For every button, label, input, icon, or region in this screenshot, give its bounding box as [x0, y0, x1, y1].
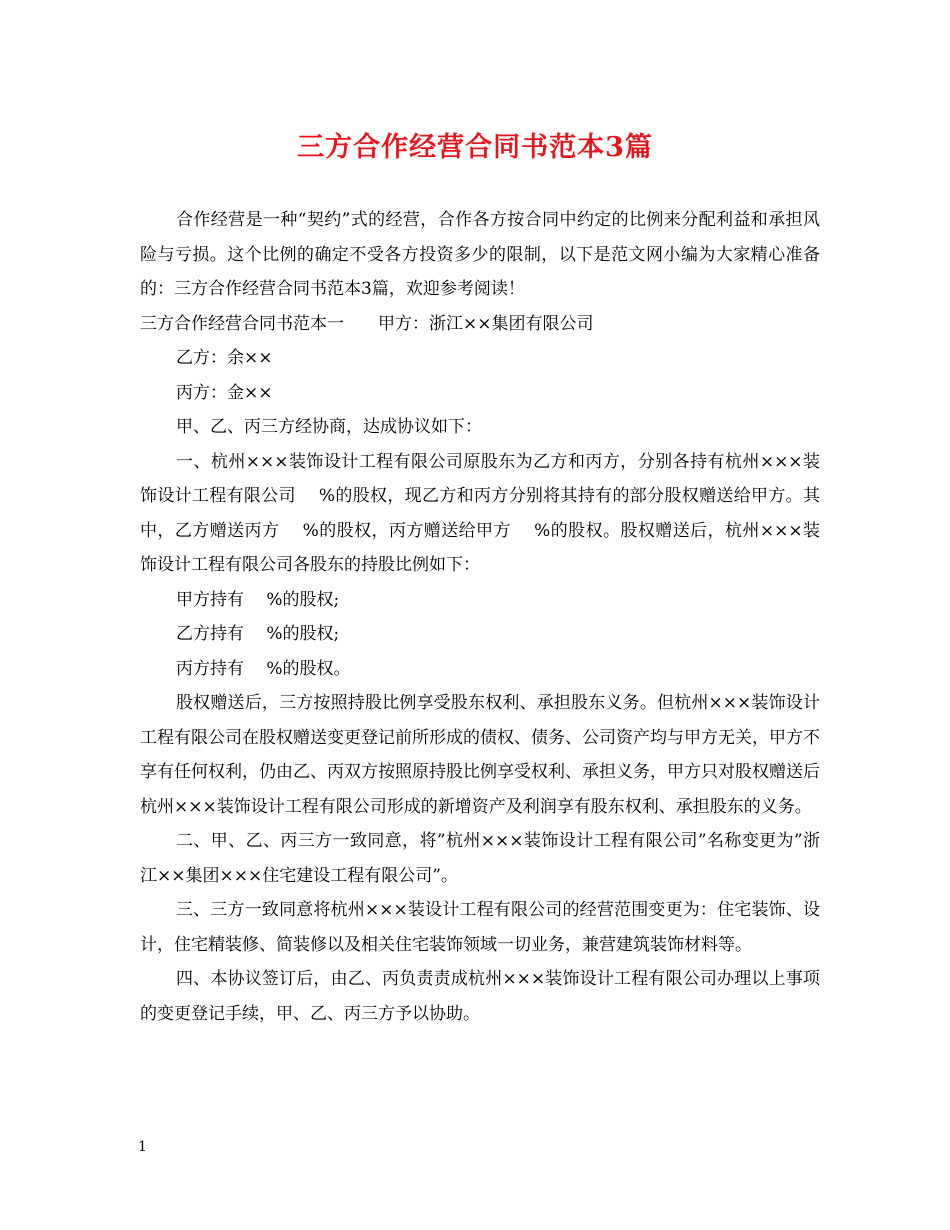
- clause-one: 一、杭州×××装饰设计工程有限公司原股东为乙方和丙方，分别各持有杭州×××装饰设计工程有限公司 %的股权，现乙方和丙方分别将其持有的部分股权赠送给甲方。其中，乙方赠送丙方 %的股权，丙方赠送给甲方 %的股权。股权赠送后，杭州×××装饰设计工程有限公司各股东的持股比例如下：: [140, 451, 820, 575]
- document-body: [140, 203, 820, 1031]
- document-title: 三方合作经营合同书范本3篇: [297, 132, 653, 163]
- intro-paragraph: 合作经营是一种“契约”式的经营，合作各方按合同中约定的比例来分配利益和承担风险与亏损。这个比例的确定不受各方投资多少的限制，以下是范文网小编为大家精心准备的：三方合作经营合同书范本3篇，欢迎参考阅读！: [140, 210, 820, 299]
- party-c-line: 丙方：金××: [176, 382, 273, 403]
- clause-four: 四、本协议签订后，由乙、丙负责责成杭州×××装饰设计工程有限公司办理以上事项的变更登记手续，甲、乙、丙三方予以协助。: [140, 969, 820, 1024]
- agreement-intro: 甲、乙、丙三方经协商，达成协议如下：: [176, 417, 482, 437]
- party-a-line: 三方合作经营合同书范本一 甲方：浙江××集团有限公司: [140, 313, 594, 334]
- clause-two: 二、甲、乙、丙三方一致同意，将”杭州×××装饰设计工程有限公司”名称变更为”浙江××集团×××住宅建设工程有限公司”。: [140, 831, 820, 886]
- rights-paragraph: 股权赠送后，三方按照持股比例享受股东权利、承担股东义务。但杭州×××装饰设计工程有限公司在股权赠送变更登记前所形成的债权、债务、公司资产均与甲方无关，甲方不享有任何权利，仍由乙、丙双方按照原持股比例享受权利、承担义务，甲方只对股权赠送后杭州×××装饰设计工程有限公司形成的新增资产及利润享有股东权利、承担股东的义务。: [140, 693, 820, 817]
- page-number: 1: [138, 1139, 147, 1155]
- share-party-b: 乙方持有 %的股权;: [176, 624, 340, 644]
- share-party-c: 丙方持有 %的股权。: [176, 658, 351, 679]
- clause-three: 三、三方一致同意将杭州×××装设计工程有限公司的经营范围变更为：住宅装饰、设计，住宅精装修、简装修以及相关住宅装饰领域一切业务，兼营建筑装饰材料等。: [140, 900, 820, 955]
- share-party-a: 甲方持有 %的股权;: [176, 589, 340, 610]
- party-b-line: 乙方：余××: [176, 348, 273, 368]
